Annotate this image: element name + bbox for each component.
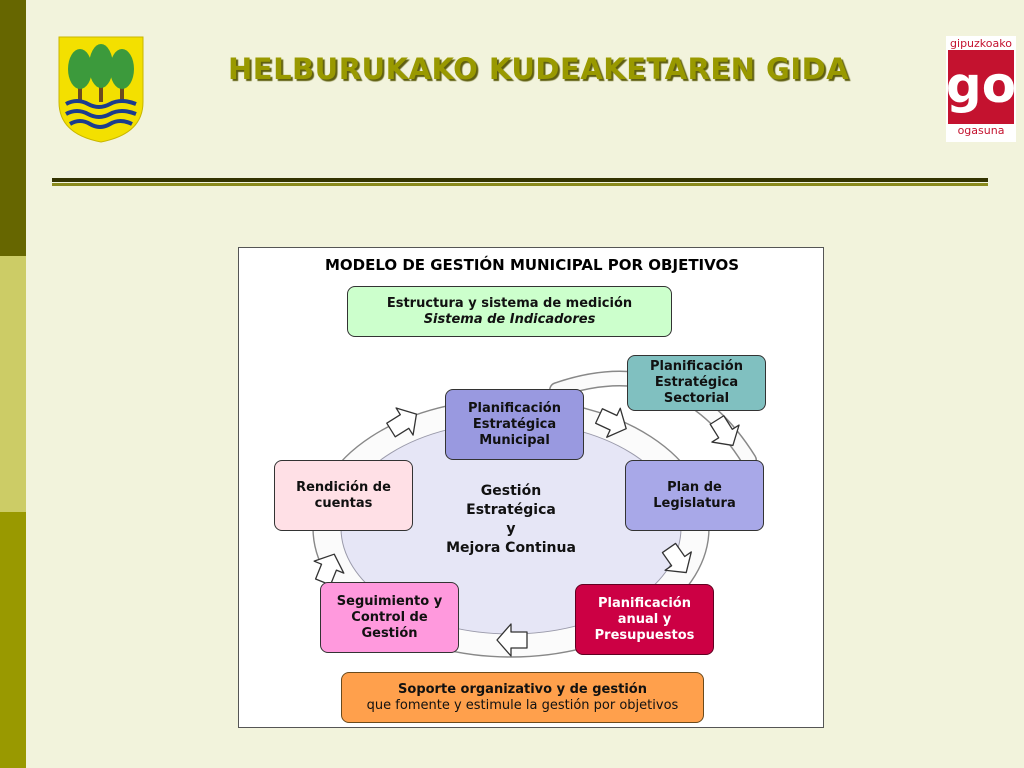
node-anual-line1: Planificación [598, 595, 691, 611]
page-title: HELBURUKAKO KUDEAKETAREN GIDA [228, 52, 850, 86]
node-legislatura-line2: Legislatura [653, 495, 736, 511]
left-stripe-mid [0, 512, 26, 768]
logo-mark-text: go [946, 56, 1016, 114]
diagram-title: MODELO DE GESTIÓN MUNICIPAL POR OBJETIVOS [324, 256, 740, 274]
gipuzkoako-ogasuna-logo [946, 36, 1016, 142]
node-rendicion-line2: cuentas [314, 495, 373, 511]
cycle-center-label [431, 482, 591, 558]
center-line3: y [506, 521, 516, 537]
node-annual-budget-planning [575, 584, 714, 655]
center-line4: Mejora Continua [446, 540, 576, 556]
organizational-support-label: Soporte organizativo y de gestión [398, 681, 647, 697]
node-accountability [274, 460, 413, 531]
node-rendicion-line1: Rendición de [296, 479, 391, 495]
header-divider-secondary [52, 183, 988, 186]
logo-top-text: gipuzkoako [950, 37, 1012, 50]
node-municipal-line2: Estratégica [472, 416, 557, 432]
management-model-diagram [238, 247, 824, 728]
node-municipal-line1: Planificación [468, 400, 561, 416]
node-sectorial-planning [627, 355, 766, 411]
left-stripe-dark [0, 0, 26, 256]
node-sectorial-line1: Planificación [650, 359, 743, 374]
left-stripe-light [0, 256, 26, 512]
center-line2: Estratégica [466, 502, 556, 518]
node-municipal-line3: Municipal [479, 432, 550, 448]
header-divider [52, 178, 988, 182]
measurement-structure-box [347, 286, 672, 337]
coat-of-arms-logo [58, 36, 144, 148]
measurement-structure-label: Estructura y sistema de medición [386, 295, 633, 311]
node-seguimiento-line2: Control de [351, 609, 428, 625]
indicators-system-label: Sistema de Indicadores [423, 311, 596, 327]
node-sectorial-line2: Estratégica [654, 375, 739, 390]
node-anual-line2: anual y [617, 611, 672, 627]
node-seguimiento-line3: Gestión [361, 625, 418, 641]
organizational-support-sublabel: que fomente y estimule la gestión por objetivos [366, 697, 679, 713]
node-legislature-plan [625, 460, 764, 531]
node-municipal-planning [445, 389, 584, 460]
logo-bottom-text: ogasuna [957, 124, 1005, 137]
node-sectorial-line3: Sectorial [663, 391, 730, 406]
node-anual-line3: Presupuestos [594, 627, 695, 643]
organizational-support-box [341, 672, 704, 723]
node-monitoring-control [320, 582, 459, 653]
node-seguimiento-line1: Seguimiento y [336, 593, 443, 609]
logo-mark [946, 50, 1016, 124]
node-legislatura-line1: Plan de [667, 479, 722, 495]
center-line1: Gestión [480, 483, 542, 499]
